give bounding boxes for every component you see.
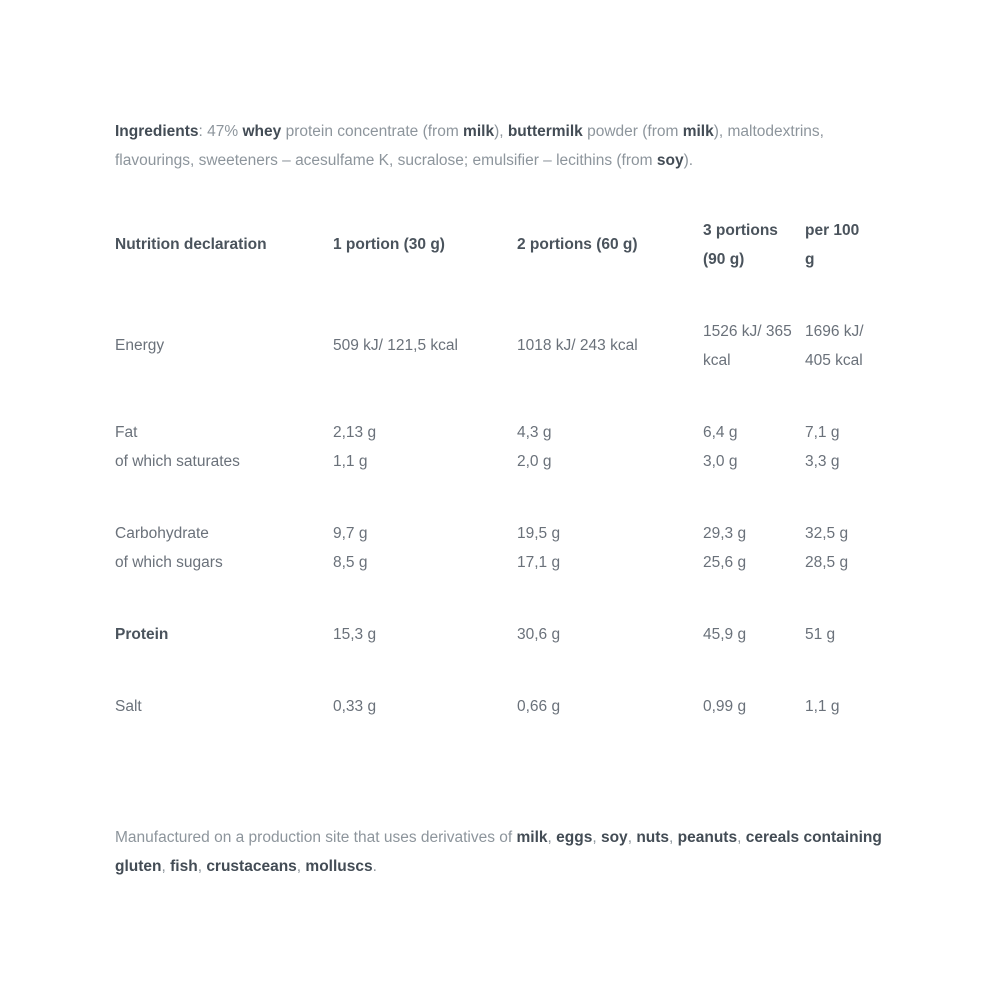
plain-text: , bbox=[592, 829, 601, 846]
nutrient-value: 51 g bbox=[805, 625, 836, 643]
nutrient-value: 0,99 g bbox=[703, 697, 747, 715]
nutrient-value: 3,0 g bbox=[703, 452, 738, 470]
nutrient-value: 8,5 g bbox=[333, 553, 368, 571]
nutrient-value-cell bbox=[517, 396, 703, 497]
emphasized-text: crustaceans bbox=[206, 858, 297, 875]
emphasized-text: eggs bbox=[556, 829, 593, 846]
nutrient-value-cell bbox=[805, 670, 878, 742]
emphasized-text: soy bbox=[600, 829, 628, 846]
nutrient-value: 4,3 g bbox=[517, 423, 552, 441]
plain-text: powder (from bbox=[582, 123, 683, 140]
nutrient-value: 2,13 g bbox=[333, 423, 377, 441]
nutrient-value-cell bbox=[517, 497, 703, 598]
nutrient-value-cell bbox=[805, 598, 878, 670]
emphasized-text: nuts bbox=[636, 829, 670, 846]
emphasized-text: peanuts bbox=[677, 829, 738, 846]
plain-text: : 47% bbox=[198, 123, 243, 140]
emphasized-text: molluscs bbox=[305, 858, 373, 875]
plain-text: , bbox=[161, 858, 171, 875]
emphasized-text: gluten bbox=[115, 858, 162, 875]
nutrient-value: 0,66 g bbox=[517, 697, 561, 715]
nutrient-value: 28,5 g bbox=[805, 553, 849, 571]
nutrient-value: 29,3 g bbox=[703, 524, 747, 542]
nutrient-value-cell bbox=[333, 295, 517, 396]
nutrient-label: Energy bbox=[115, 337, 165, 354]
nutrient-value-cell bbox=[805, 497, 878, 598]
nutrient-value-cell bbox=[703, 670, 805, 742]
nutrition-table-row bbox=[115, 295, 878, 396]
nutrient-value: 25,6 g bbox=[703, 553, 747, 571]
emphasized-text: milk bbox=[682, 123, 714, 140]
nutrient-value-cell bbox=[703, 598, 805, 670]
plain-text: Manufactured on a production site that uses derivatives of bbox=[115, 829, 517, 846]
nutrition-table-row bbox=[115, 396, 878, 497]
nutrient-label-cell bbox=[115, 598, 333, 670]
ingredients-line bbox=[115, 117, 1000, 146]
plain-text: . bbox=[372, 858, 377, 875]
nutrient-value-cell bbox=[333, 598, 517, 670]
ingredients-paragraph bbox=[115, 117, 1000, 175]
plain-text: , bbox=[627, 829, 637, 846]
nutrient-label: Salt bbox=[115, 697, 142, 715]
nutrient-value-cell bbox=[517, 598, 703, 670]
allergen-note-line bbox=[115, 852, 1000, 881]
plain-text: , bbox=[547, 829, 557, 846]
nutrition-table-header-cell: 3 portions (90 g) bbox=[703, 221, 778, 268]
nutrient-value-cell bbox=[517, 670, 703, 742]
plain-text: ). bbox=[683, 152, 694, 169]
allergen-note-paragraph bbox=[115, 823, 1000, 881]
plain-text: protein concentrate (from bbox=[281, 123, 464, 140]
plain-text: ), bbox=[494, 123, 508, 140]
nutrient-label-cell bbox=[115, 670, 333, 742]
emphasized-text: whey bbox=[242, 123, 282, 140]
nutrient-value: 0,33 g bbox=[333, 697, 377, 715]
nutrient-label-cell bbox=[115, 497, 333, 598]
nutrient-label: of which sugars bbox=[115, 553, 223, 571]
nutrient-value: 6,4 g bbox=[703, 423, 738, 441]
nutrient-label: Fat bbox=[115, 423, 138, 441]
nutrient-value-cell bbox=[703, 295, 805, 396]
nutrient-value-cell bbox=[805, 396, 878, 497]
nutrient-value: 15,3 g bbox=[333, 625, 377, 643]
nutrient-value: 1018 kJ/ 243 kcal bbox=[517, 337, 638, 354]
nutrient-value: 3,3 g bbox=[805, 452, 840, 470]
nutrient-value-cell bbox=[703, 497, 805, 598]
plain-text: , bbox=[669, 829, 678, 846]
nutrient-value: 9,7 g bbox=[333, 524, 368, 542]
nutrition-table-header-row bbox=[115, 194, 878, 295]
allergen-note-line bbox=[115, 823, 1000, 852]
nutrient-value: 32,5 g bbox=[805, 524, 849, 542]
nutrient-label: Carbohydrate bbox=[115, 524, 209, 542]
plain-text: flavourings, sweeteners – acesulfame K, sucralose; emulsifier – lecithins (from bbox=[115, 152, 657, 169]
nutrition-table-row bbox=[115, 670, 878, 742]
nutrition-table-row bbox=[115, 497, 878, 598]
nutrient-value-cell bbox=[517, 295, 703, 396]
nutrient-value: 2,0 g bbox=[517, 452, 552, 470]
nutrition-table-header-cell: 1 portion (30 g) bbox=[333, 236, 445, 253]
nutrition-table-header-cell: per 100 g bbox=[805, 221, 860, 268]
emphasized-text: Ingredients bbox=[115, 123, 199, 140]
nutrient-value: 1,1 g bbox=[333, 452, 368, 470]
plain-text: , bbox=[296, 858, 306, 875]
emphasized-text: cereals containing bbox=[745, 829, 882, 846]
nutrient-value: 45,9 g bbox=[703, 625, 747, 643]
nutrient-value: 7,1 g bbox=[805, 423, 840, 441]
emphasized-text: soy bbox=[656, 152, 684, 169]
nutrient-label: Protein bbox=[115, 625, 169, 643]
nutrient-label: of which saturates bbox=[115, 452, 240, 470]
nutrient-value: 30,6 g bbox=[517, 625, 561, 643]
nutrient-value-cell bbox=[333, 396, 517, 497]
nutrient-value: 1696 kJ/ 405 kcal bbox=[805, 322, 864, 369]
emphasized-text: milk bbox=[463, 123, 495, 140]
emphasized-text: milk bbox=[516, 829, 548, 846]
nutrient-value: 509 kJ/ 121,5 kcal bbox=[333, 337, 458, 354]
nutrient-value: 1526 kJ/ 365 kcal bbox=[703, 322, 792, 369]
nutrient-value: 19,5 g bbox=[517, 524, 561, 542]
nutrient-value: 1,1 g bbox=[805, 697, 840, 715]
emphasized-text: fish bbox=[170, 858, 198, 875]
nutrient-value-cell bbox=[703, 396, 805, 497]
nutrition-table bbox=[115, 194, 878, 742]
plain-text: ), maltodextrins, bbox=[713, 123, 824, 140]
nutrition-table-row bbox=[115, 598, 878, 670]
nutrient-label-cell bbox=[115, 295, 333, 396]
nutrient-label-cell bbox=[115, 396, 333, 497]
nutrient-value-cell bbox=[333, 497, 517, 598]
plain-text: , bbox=[197, 858, 207, 875]
nutrition-table-header-cell: Nutrition declaration bbox=[115, 236, 267, 253]
nutrient-value-cell bbox=[333, 670, 517, 742]
emphasized-text: buttermilk bbox=[507, 123, 583, 140]
nutrition-table-header-cell: 2 portions (60 g) bbox=[517, 236, 638, 253]
nutrient-value: 17,1 g bbox=[517, 553, 561, 571]
plain-text: , bbox=[737, 829, 746, 846]
ingredients-line bbox=[115, 146, 1000, 175]
nutrient-value-cell bbox=[805, 295, 878, 396]
